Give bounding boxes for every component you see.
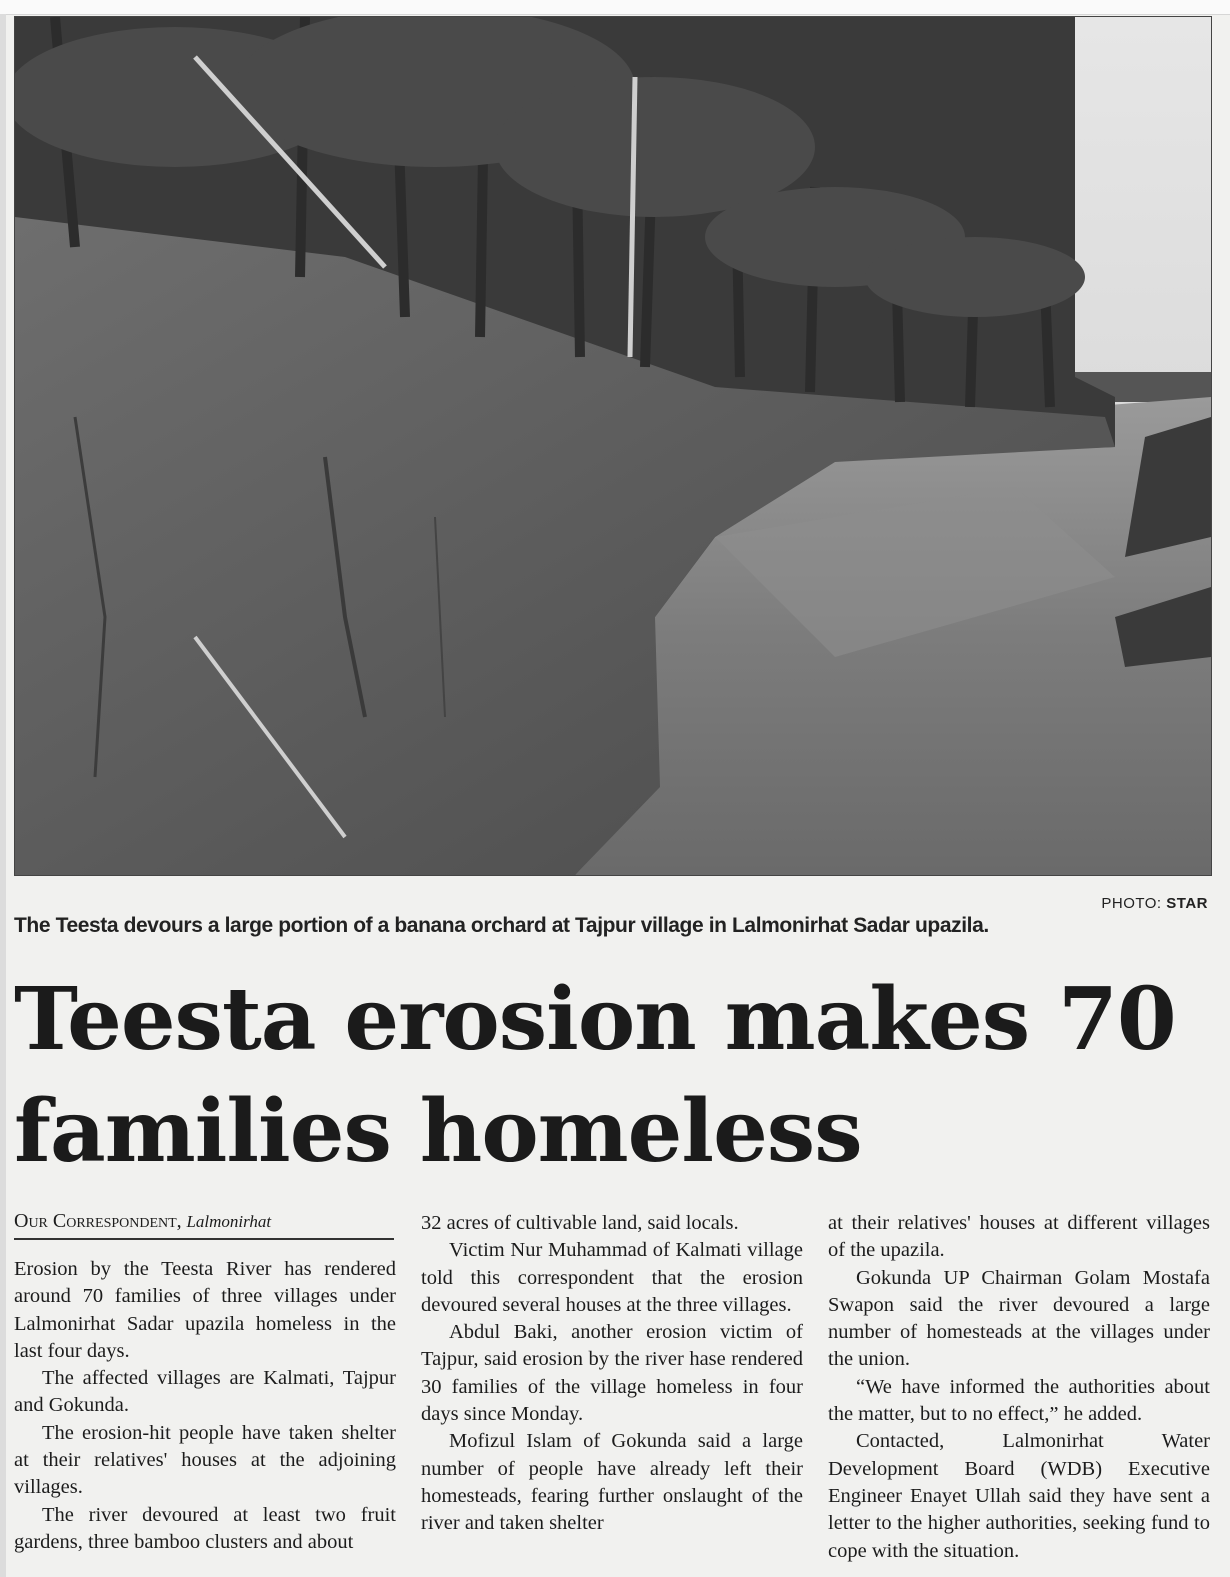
paragraph: Contacted, Lalmonirhat Water Development Board (WDB) Executive Engineer Enayet Ullah said they have sent a letter to the higher authorities, seeking fund to cope with the situation. [828,1430,1210,1562]
byline [14,1210,394,1240]
byline-place: Lalmonirhat [186,1212,272,1231]
photo-credit-label: PHOTO: [1101,895,1162,912]
headline-line-2: families homeless [14,1081,862,1182]
paragraph: 32 acres of cultivable land, said locals. [421,1212,739,1234]
paragraph: The river devoured at least two fruit gardens, three bamboo clusters and about [14,1503,396,1553]
news-photo [14,16,1212,876]
paragraph: Victim Nur Muhammad of Kalmati village told this correspondent that the erosion devoured several houses at the three villages. [421,1239,803,1316]
article-column-2 [421,1210,803,1538]
paragraph: “We have informed the authorities about the matter, but to no effect,” he added. [828,1375,1210,1426]
byline-label: Our Correspondent, [14,1210,182,1232]
paragraph: Mofizul Islam of Gokunda said a large number of people have already left their homesteads, fearing further onslaught of the river and taken shelter [421,1430,803,1535]
paragraph: Erosion by the Teesta River has rendered around 70 families of three villages under Lalmonirhat Sadar upazila homeless in the last four days. [14,1258,396,1362]
headline [14,964,1214,1188]
paragraph: Abdul Baki, another erosion victim of Tajpur, said erosion by the river hase rendered 30 families of the village homeless in four days since Monday. [421,1321,803,1426]
paragraph: The erosion-hit people have taken shelter at their relatives' houses at the adjoining villages. [14,1421,396,1499]
paragraph: at their relatives' houses at different villages of the upazila. [828,1212,1210,1262]
photo-credit-source: STAR [1166,895,1208,912]
page-left-edge [0,14,6,1577]
article-column-1 [14,1256,396,1556]
photo-caption: The Teesta devours a large portion of a banana orchard at Tajpur village in Lalmonirhat Sadar upazila. [14,914,989,937]
riverbank-erosion-image [15,17,1211,875]
photo-credit [1101,895,1208,912]
article-column-3 [828,1210,1210,1565]
page-top-edge [0,0,1230,15]
headline-line-1: Teesta erosion makes 70 [14,969,1176,1070]
paragraph: The affected villages are Kalmati, Tajpur and Gokunda. [14,1367,396,1417]
paragraph: Gokunda UP Chairman Golam Mostafa Swapon said the river devoured a large number of homesteads at the villages under the union. [828,1266,1210,1371]
